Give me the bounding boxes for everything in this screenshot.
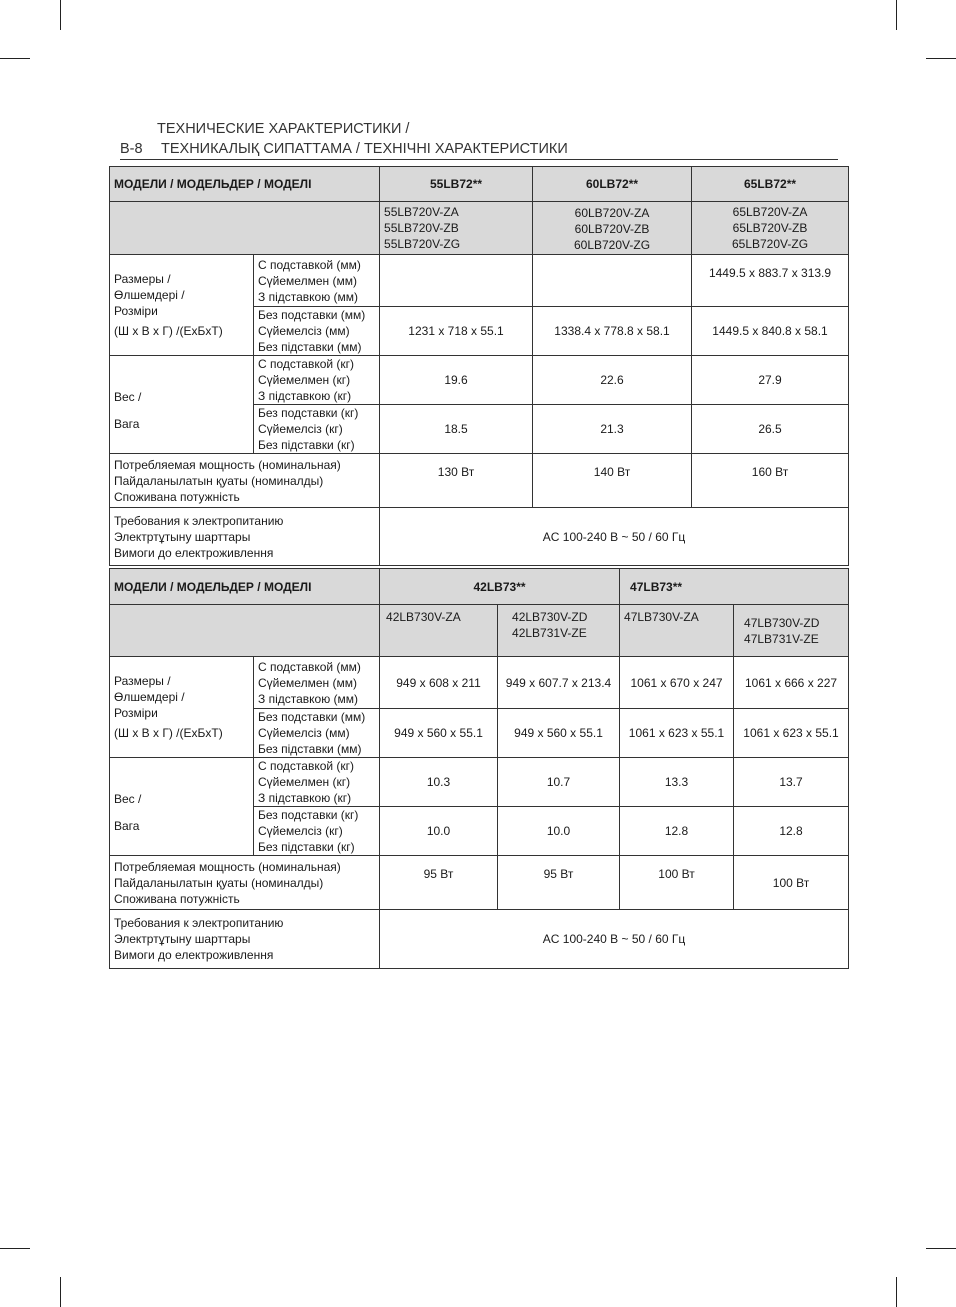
dims-without-value: 1061 x 623 x 55.1 [734,709,849,758]
series-header: 60LB72** [533,167,692,202]
table-row [110,856,849,910]
crop-mark [60,1277,61,1307]
supply-label: Требования к электропитанию Электртұтыну шарттары Вимоги до електроживлення [110,910,380,969]
power-value: 140 Вт [533,454,692,508]
table-row [110,356,849,405]
crop-mark [0,58,30,59]
dims-without-value: 949 x 560 x 55.1 [380,709,498,758]
dims-label: Размеры / Өлшемдері / Розміри (Ш х В х Г) /(ЕхБхТ) [110,657,254,758]
weight-without-value: 12.8 [620,807,734,856]
weight-without-value: 26.5 [692,405,849,454]
without-stand-mm-label: Без подставки (мм) Сүйемелсіз (мм) Без підставки (мм) [254,307,380,356]
models-header: МОДЕЛИ / МОДЕЛЬДЕР / МОДЕЛІ [110,167,380,202]
weight-with-value: 19.6 [380,356,533,405]
table-row [110,605,849,657]
weight-without-value: 18.5 [380,405,533,454]
spec-table-1 [109,166,849,566]
model-list: 55LB720V-ZA 55LB720V-ZB 55LB720V-ZG [380,202,533,255]
dims-with-value [533,255,692,307]
weight-without-value: 10.0 [380,807,498,856]
dims-with-value: 1449.5 x 883.7 x 313.9 [692,255,849,307]
dims-without-value: 1061 x 623 x 55.1 [620,709,734,758]
table-row [110,508,849,566]
power-label: Потребляемая мощность (номинальная) Пайдаланылатын қуаты (номиналды) Споживана потужність [110,856,380,910]
weight-with-value: 13.3 [620,758,734,807]
weight-with-value: 27.9 [692,356,849,405]
title-line-2: ТЕХНИКАЛЫҚ СИПАТТАМА / ТЕХНІЧНІ ХАРАКТЕРИСТИКИ [161,141,568,157]
weight-without-value: 12.8 [734,807,849,856]
supply-label: Требования к электропитанию Электртұтыну шарттары Вимоги до електроживлення [110,508,380,566]
page-number: В-8 [120,141,143,157]
crop-mark [926,1248,956,1249]
table-row [110,167,849,202]
model-list: 42LB730V-ZD 42LB731V-ZE [498,605,620,657]
crop-mark [60,0,61,30]
without-stand-mm-label: Без подставки (мм) Сүйемелсіз (мм) Без підставки (мм) [254,709,380,758]
model-list: 42LB730V-ZA [380,605,498,657]
with-stand-mm-label: С подставкой (мм) Сүйемелмен (мм) З підставкою (мм) [254,657,380,709]
crop-mark [0,1248,30,1249]
table-row [110,202,849,255]
supply-value: AC 100-240 В ~ 50 / 60 Гц [380,508,849,566]
weight-with-value: 10.7 [498,758,620,807]
weight-with-value: 10.3 [380,758,498,807]
dims-without-value: 1231 x 718 x 55.1 [380,307,533,356]
power-value: 95 Вт [380,856,498,910]
dims-without-value: 1449.5 x 840.8 x 58.1 [692,307,849,356]
power-label: Потребляемая мощность (номинальная) Пайдаланылатын қуаты (номиналды) Споживана потужність [110,454,380,508]
crop-mark [896,1277,897,1307]
model-list: 47LB730V-ZD 47LB731V-ZE [734,605,849,657]
power-value: 130 Вт [380,454,533,508]
with-stand-kg-label: С подставкой (кг) Сүйемелмен (кг) З підставкою (кг) [254,356,380,405]
table-row [110,910,849,969]
series-header: 42LB73** [380,569,620,605]
dims-without-value: 1338.4 x 778.8 x 58.1 [533,307,692,356]
weight-with-value: 13.7 [734,758,849,807]
with-stand-mm-label: С подставкой (мм) Сүйемелмен (мм) З підставкою (мм) [254,255,380,307]
spec-table-2 [109,568,849,969]
power-value: 100 Вт [620,856,734,910]
crop-mark [896,0,897,30]
table-row [110,758,849,807]
series-header: 65LB72** [692,167,849,202]
table-row [110,569,849,605]
crop-mark [926,58,956,59]
weight-with-value: 22.6 [533,356,692,405]
dims-with-value: 949 x 608 x 211 [380,657,498,709]
table-row [110,255,849,307]
power-value: 160 Вт [692,454,849,508]
dims-with-value [380,255,533,307]
dims-with-value: 949 x 607.7 x 213.4 [498,657,620,709]
weight-label: Вес / Вага [110,356,254,454]
without-stand-kg-label: Без подставки (кг) Сүйемелсіз (кг) Без підставки (кг) [254,405,380,454]
blank-cell [110,202,380,255]
series-header: 55LB72** [380,167,533,202]
dims-without-value: 949 x 560 x 55.1 [498,709,620,758]
without-stand-kg-label: Без подставки (кг) Сүйемелсіз (кг) Без підставки (кг) [254,807,380,856]
model-list: 47LB730V-ZA [620,605,734,657]
series-header: 47LB73** [620,569,849,605]
table-row [110,657,849,709]
table-row [110,454,849,508]
with-stand-kg-label: С подставкой (кг) Сүйемелмен (кг) З підставкою (кг) [254,758,380,807]
power-value: 100 Вт [734,856,849,910]
model-list: 65LB720V-ZA 65LB720V-ZB 65LB720V-ZG [692,202,849,255]
model-list: 60LB720V-ZA 60LB720V-ZB 60LB720V-ZG [533,202,692,255]
header-rule [120,159,838,160]
dims-with-value: 1061 x 666 x 227 [734,657,849,709]
dims-label: Размеры / Өлшемдері / Розміри (Ш х В х Г) /(ЕхБхТ) [110,255,254,356]
weight-label: Вес / Вага [110,758,254,856]
power-value: 95 Вт [498,856,620,910]
models-header: МОДЕЛИ / МОДЕЛЬДЕР / МОДЕЛІ [110,569,380,605]
supply-value: AC 100-240 В ~ 50 / 60 Гц [380,910,849,969]
title-line-1: ТЕХНИЧЕСКИЕ ХАРАКТЕРИСТИКИ / [157,121,410,137]
blank-cell [110,605,380,657]
dims-with-value: 1061 x 670 x 247 [620,657,734,709]
weight-without-value: 21.3 [533,405,692,454]
weight-without-value: 10.0 [498,807,620,856]
